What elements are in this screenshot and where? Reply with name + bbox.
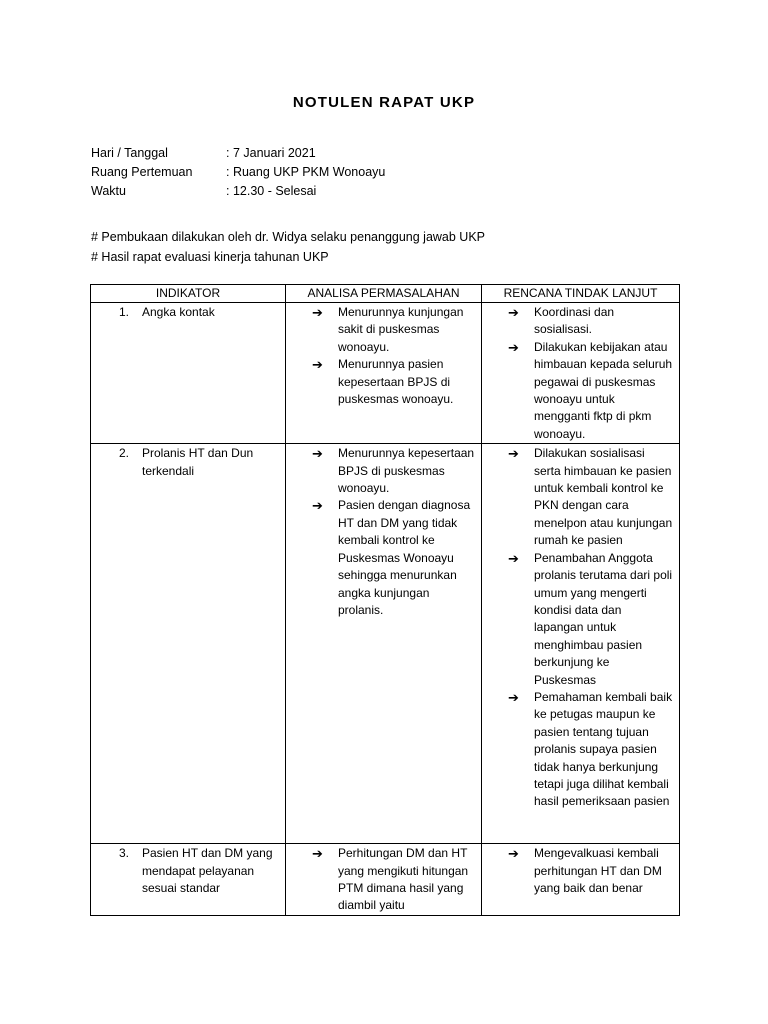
- arrow-right-icon: ➔: [312, 498, 323, 514]
- cell-indikator: [91, 844, 286, 916]
- meta-value: : 12.30 - Selesai: [226, 184, 317, 198]
- list-item: [508, 845, 673, 897]
- arrow-right-icon: ➔: [508, 446, 519, 462]
- arrow-right-icon: ➔: [508, 689, 519, 705]
- bullet-list: [312, 304, 475, 408]
- indikator-text: Pasien HT dan DM yang mendapat pelayanan sesuai standar: [142, 846, 273, 896]
- meta-label: Waktu: [91, 184, 126, 198]
- cell-analisa: [286, 444, 482, 844]
- table-row: [91, 844, 680, 916]
- meta-label: Ruang Pertemuan: [91, 165, 193, 179]
- meeting-info: [91, 144, 385, 201]
- cell-indikator: [91, 303, 286, 444]
- list-item: [508, 689, 673, 811]
- evaluation-table: [90, 284, 680, 916]
- list-item-text: Menurunnya kunjungan sakit di puskesmas wonoayu.: [338, 305, 464, 354]
- indikator-text: Prolanis HT dan Dun terkendali: [142, 446, 254, 478]
- indikator-text: Angka kontak: [142, 305, 215, 319]
- meta-row-date: [91, 144, 385, 163]
- row-number: 2.: [119, 446, 130, 461]
- list-item-text: Menurunnya pasien kepesertaan BPJS di puskesmas wonoayu.: [338, 357, 454, 407]
- list-item: [508, 339, 673, 443]
- list-item-text: Koordinasi dan sosialisasi.: [534, 305, 615, 337]
- bullet-list: [312, 845, 475, 915]
- cell-analisa: [286, 844, 482, 916]
- header-analisa: ANALISA PERMASALAHAN: [286, 285, 482, 303]
- arrow-right-icon: ➔: [312, 846, 323, 862]
- header-indikator: INDIKATOR: [91, 285, 286, 303]
- arrow-right-icon: ➔: [508, 550, 519, 566]
- cell-rencana: [482, 444, 680, 844]
- meta-value: : Ruang UKP PKM Wonoayu: [226, 165, 386, 179]
- bullet-list: [508, 304, 673, 443]
- bullet-list: [312, 445, 475, 619]
- header-rencana: RENCANA TINDAK LANJUT: [482, 285, 680, 303]
- list-item: [312, 356, 475, 408]
- list-item: [312, 845, 475, 915]
- list-item: [508, 445, 673, 549]
- arrow-right-icon: ➔: [508, 846, 519, 862]
- arrow-right-icon: ➔: [312, 305, 323, 320]
- list-item-text: Perhitungan DM dan HT yang mengikuti hitungan PTM dimana hasil yang diambil yaitu: [338, 846, 469, 913]
- meta-row-room: [91, 163, 385, 182]
- list-item-text: Pemahaman kembali baik ke petugas maupun ke pasien tentang tujuan prolanis supaya pasien tidak hanya berkunjung tetapi juga dilihat kembali hasil pemeriksaan pasien: [534, 689, 673, 809]
- note-results: # Hasil rapat evaluasi kinerja tahunan UKP: [91, 250, 329, 264]
- meeting-notes: [91, 227, 485, 267]
- bullet-list: [508, 445, 673, 811]
- cell-rencana: [482, 303, 680, 444]
- arrow-right-icon: ➔: [312, 446, 323, 462]
- row-number: 1.: [119, 305, 130, 319]
- table-row: [91, 303, 680, 444]
- list-item: [312, 304, 475, 356]
- arrow-right-icon: ➔: [508, 339, 519, 355]
- meta-value: : 7 Januari 2021: [226, 146, 316, 160]
- meta-label: Hari / Tanggal: [91, 146, 168, 160]
- table-row: [91, 444, 680, 844]
- list-item-text: Pasien dengan diagnosa HT dan DM yang tidak kembali kontrol ke Puskesmas Wonoayu sehingga menurunkan angka kunjungan prolanis.: [338, 498, 471, 617]
- list-item: [508, 304, 673, 339]
- cell-indikator: [91, 444, 286, 844]
- list-item-text: Mengevalkuasi kembali perhitungan HT dan DM yang baik dan benar: [534, 846, 662, 896]
- cell-analisa: [286, 303, 482, 444]
- arrow-right-icon: ➔: [508, 305, 519, 320]
- note-opening: # Pembukaan dilakukan oleh dr. Widya selaku penanggung jawab UKP: [91, 230, 486, 244]
- list-item-text: Menurunnya kepesertaan BPJS di puskesmas wonoayu.: [338, 446, 475, 496]
- list-item: [508, 550, 673, 689]
- list-item-text: Dilakukan sosialisasi serta himbauan ke pasien untuk kembali kontrol ke PKN dengan cara menelpon atau kunjungan rumah ke pasien: [534, 446, 673, 548]
- bullet-list: [508, 845, 673, 897]
- row-number: 3.: [119, 846, 130, 861]
- document-title: NOTULEN RAPAT UKP: [292, 94, 476, 111]
- list-item-text: Dilakukan kebijakan atau himbauan kepada seluruh pegawai di puskesmas wonoayu untuk mengganti fktp di pkm wonoayu.: [534, 339, 673, 441]
- list-item: [312, 497, 475, 619]
- list-item: [312, 445, 475, 497]
- list-item-text: Penambahan Anggota prolanis terutama dari poli umum yang mengerti kondisi data dan lapangan untuk menghimbau pasien berkunjung ke Puskesmas: [534, 550, 673, 687]
- meta-row-time: [91, 182, 385, 201]
- table-header-row: [91, 285, 680, 303]
- cell-rencana: [482, 844, 680, 916]
- arrow-right-icon: ➔: [312, 357, 323, 373]
